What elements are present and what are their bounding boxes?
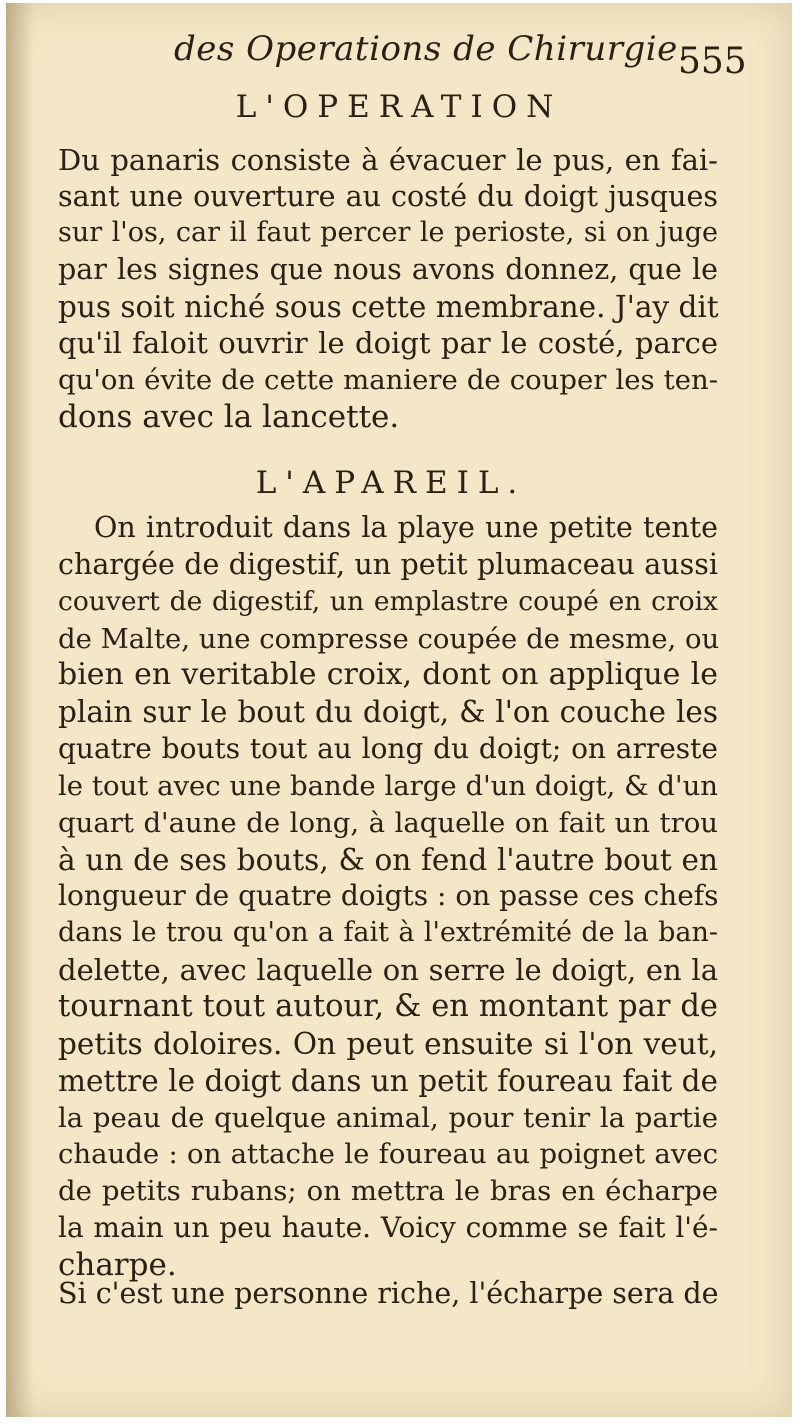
text-line: sant une ouverture au costé du doigt jusques (58, 179, 718, 213)
text-line: pus soit niché sous cette membrane. J'ay dit (58, 289, 719, 324)
section-heading-operation: L'OPERATION (235, 89, 563, 125)
text-line: quart d'aune de long, à laquelle on fait un trou (58, 806, 718, 839)
text-line: de petits rubans; on mettra le bras en écharpe (58, 1175, 718, 1208)
paragraph-operation (58, 143, 718, 437)
text-line: de Malte, une compresse coupée de mesme, ou (58, 622, 720, 655)
text-line: plain sur le bout du doigt, & l'on couche les (58, 695, 718, 730)
text-line: tournant tout autour, & en montant par de (58, 988, 718, 1024)
text-line: par les signes que nous avons donnez, que le (58, 253, 718, 287)
text-line: charpe. (58, 1246, 177, 1283)
text-line: Du panaris consiste à évacuer le pus, en fai- (58, 143, 718, 177)
text-line: delette, avec laquelle on serre le doigt, en la (58, 953, 718, 988)
book-page (6, 3, 792, 1417)
text-line: petits doloires. On peut ensuite si l'on veut, (58, 1026, 718, 1061)
paragraph-echarpe (58, 1277, 718, 1311)
text-line: la peau de quelque animal, pour tenir la partie (58, 1101, 718, 1134)
text-line: chaude : on attache le foureau au poignet avec (58, 1138, 718, 1171)
text-line: chargée de digestif, un petit plumaceau aussi (58, 547, 718, 581)
text-line: bien en veritable croix, dont on applique le (58, 657, 718, 693)
page-spine-shadow (6, 3, 34, 1417)
text-line: On introduit dans la playe une petite tente (94, 511, 718, 544)
paragraph-appareil (58, 511, 718, 1285)
text-line: Si c'est une personne riche, l'écharpe sera de (58, 1277, 719, 1310)
text-line: la main un peu haute. Voicy comme se fait l'é- (58, 1211, 718, 1245)
running-head: des Operations de Chirurgie. (174, 29, 690, 69)
text-line: qu'il faloit ouvrir le doigt par le costé, parce (58, 326, 718, 361)
text-line: dans le trou qu'on a fait à l'extrémité de la ban- (58, 917, 718, 949)
text-line: qu'on évite de cette maniere de couper les ten- (58, 364, 718, 397)
text-line: mettre le doigt dans un petit foureau fait de (58, 1063, 718, 1098)
text-line: couvert de digestif, un emplastre coupé en croix (58, 585, 718, 617)
section-heading-appareil: L'APAREIL. (255, 465, 527, 501)
text-line: quatre bouts tout au long du doigt; on arreste (58, 732, 718, 766)
text-line: le tout avec une bande large d'un doigt, & d'un (58, 769, 718, 802)
text-line: dons avec la lancette. (58, 398, 400, 435)
text-line: sur l'os, car il faut percer le perioste, si on juge (58, 217, 718, 249)
text-line: longueur de quatre doigts : on passe ces chefs (58, 879, 719, 913)
page-number: 555 (678, 41, 747, 82)
text-line: à un de ses bouts, & on fend l'autre bout en (58, 842, 718, 877)
